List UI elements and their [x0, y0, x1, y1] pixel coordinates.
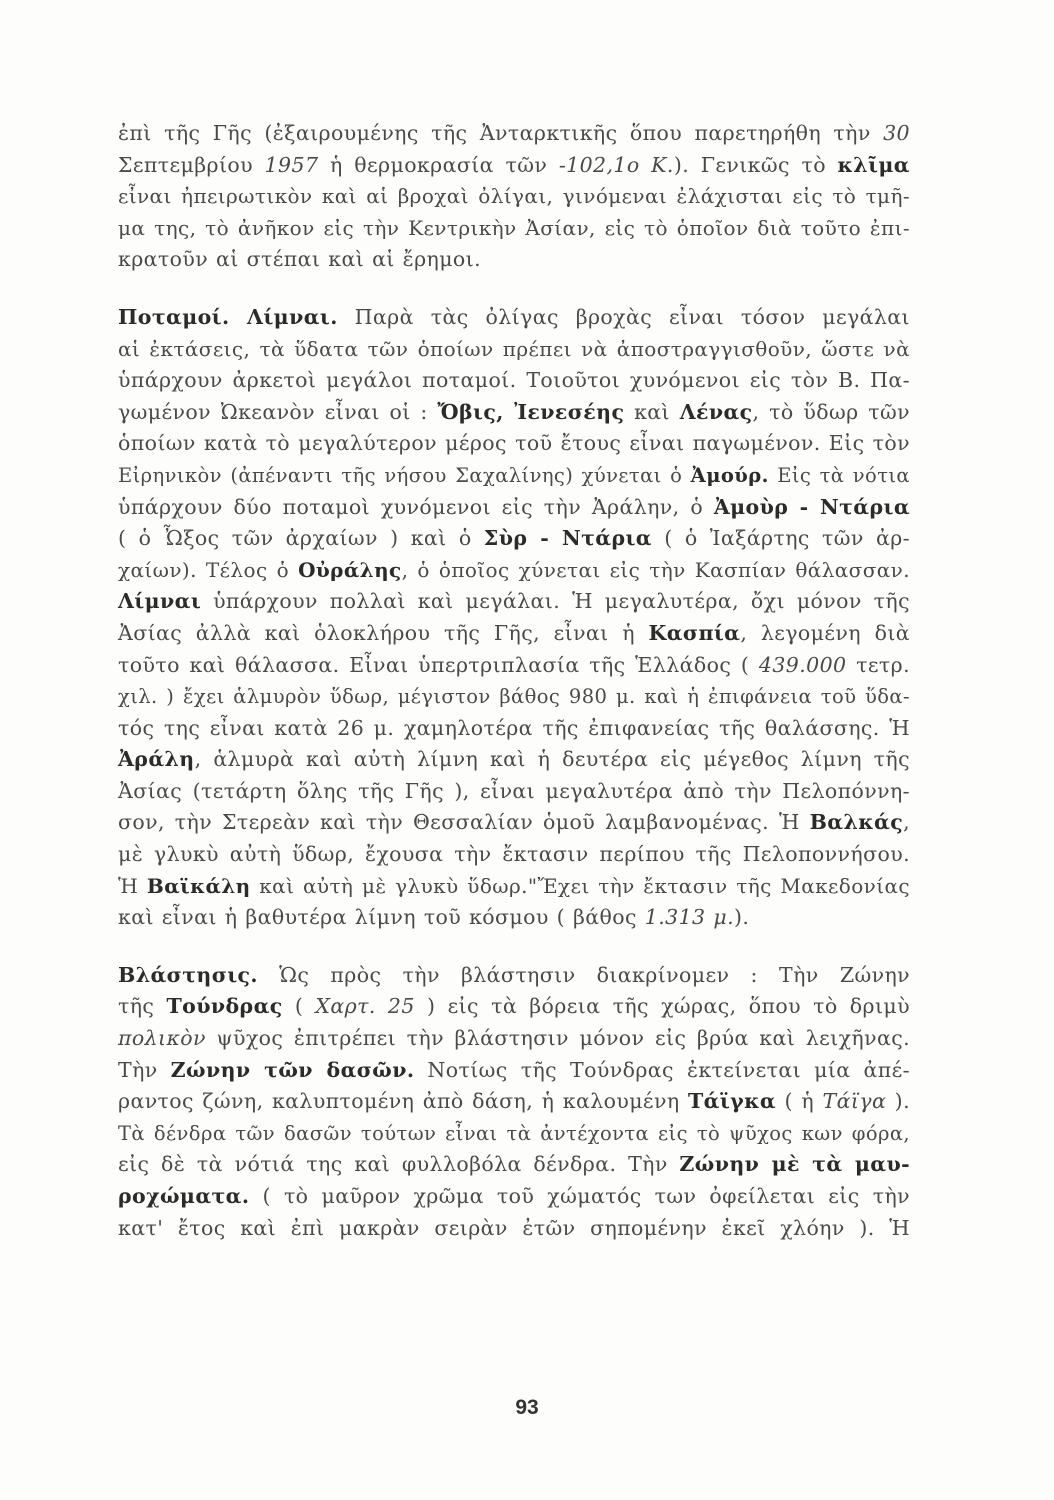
- text-run: καὶ: [624, 399, 680, 424]
- text-line: [118, 902, 910, 934]
- text-run: , ὁ ὁποῖος χύνεται εἰς τὴν Κασπίαν θάλασσαν.: [401, 557, 910, 582]
- text-run: αἱ ἐκτάσεις, τὰ ὕδατα τῶν ὁποίων πρέπει νὰ ἀποστραγγισθοῦν, ὥστε νὰ: [118, 336, 910, 361]
- bold-term: Ζώνην τῶν δασῶν.: [170, 1057, 415, 1082]
- bold-term: Τάϊγκα: [687, 1089, 777, 1114]
- text-run: καὶ εἶναι ἡ βαθυτέρα λίμνη τοῦ κόσμου ( βάθος: [118, 905, 645, 930]
- text-run: χαίων). Τέλος ὁ: [118, 557, 299, 582]
- text-line: [118, 244, 910, 276]
- page-number: 93: [515, 1396, 539, 1419]
- bold-term: Ἀράλη: [118, 747, 195, 772]
- bold-term: Οὐράλης: [298, 557, 402, 582]
- text-run: , τὸ ὕδωρ τῶν: [752, 399, 911, 424]
- italic-text: 1.313 μ.: [644, 905, 735, 930]
- text-run: εἰς δὲ τὰ νότιά της καὶ φυλλοβόλα δένδρα. Τὴν: [118, 1152, 680, 1177]
- text-run: ἡ θερμοκρασία τῶν: [318, 152, 559, 177]
- text-run: ( ἡ: [776, 1089, 823, 1114]
- text-line: [118, 302, 910, 334]
- text-run: ψῦχος ἐπιτρέπει τὴν βλάστησιν μόνον εἰς βρύα καὶ λειχῆνας.: [205, 1026, 910, 1051]
- text-run: χιλ. ) ἔχει ἁλμυρὸν ὕδωρ, μέγιστον βάθος 980 μ. καὶ ἡ ἐπιφάνεια τοῦ ὕδα-: [118, 685, 910, 709]
- text-run: ἐπὶ τῆς Γῆς (ἐξαιρουμένης τῆς Ἀνταρκτικῆς ὅπου παρετηρήθη τὴν: [118, 121, 884, 145]
- text-run: ).: [886, 1089, 910, 1114]
- text-run: εἶναι ἠπειρωτικὸν καὶ αἱ βροχαὶ ὀλίγαι, γινόμεναι ἐλάχισται εἰς τὸ τμῆ-: [118, 184, 910, 209]
- text-line: [118, 1023, 910, 1055]
- bold-term: ροχώματα.: [118, 1184, 250, 1208]
- italic-text: πολικὸν: [118, 1026, 206, 1051]
- text-line: [118, 618, 910, 650]
- text-line: [118, 1149, 910, 1181]
- bold-term: Λένας: [679, 399, 753, 424]
- text-run: τός της εἶναι κατὰ 26 μ. χαμηλοτέρα τῆς ἐπιφανείας τῆς θαλάσσης. Ἡ: [118, 715, 910, 740]
- text-run: γωμένον Ὠκεανὸν εἶναι οἱ :: [118, 399, 438, 424]
- body-text: [118, 118, 910, 1244]
- text-line: [118, 650, 910, 682]
- text-run: ) εἰς τὰ βόρεια τῆς χώρας, ὅπου τὸ δριμὺ: [414, 994, 910, 1019]
- text-run: Εἰς τὰ νότια: [768, 463, 910, 487]
- bold-term: Σὺρ - Ντάρια: [483, 526, 652, 551]
- text-run: Εἰρηνικὸν (ἀπέναντι τῆς νήσου Σαχαλίνης) χύνεται ὁ: [118, 463, 691, 487]
- text-run: κατ' ἔτος καὶ ἐπὶ μακρὰν σειρὰν ἐτῶν σηπομένην ἐκεῖ χλόην ). Ἡ: [118, 1215, 910, 1240]
- text-line: [118, 460, 910, 492]
- text-run: ὑπάρχουν δύο ποταμοὶ χυνόμενοι εἰς τὴν Ἀράλην, ὁ: [118, 494, 714, 519]
- text-line: [118, 776, 910, 808]
- text-run: , ἁλμυρὰ καὶ αὐτὴ λίμνη καὶ ἡ δευτέρα εἰς μέγεθος λίμνη τῆς: [194, 747, 910, 772]
- text-line: [118, 1086, 910, 1118]
- text-run: Νοτίως τῆς Τούνδρας ἐκτείνεται μία ἀπέ-: [414, 1057, 910, 1082]
- text-line: [118, 681, 910, 713]
- text-line: [118, 713, 910, 745]
- text-run: Τὰ δένδρα τῶν δασῶν τούτων εἶναι τὰ ἀντέχοντα εἰς τὸ ψῦχος κων φόρα,: [118, 1121, 910, 1145]
- text-line: [118, 334, 910, 366]
- text-run: ( ὁ Ἰαξάρτης τῶν ἀρ-: [651, 526, 910, 551]
- italic-text: 439.000: [758, 652, 847, 677]
- text-run: μὲ γλυκὺ αὐτὴ ὕδωρ, ἔχουσα τὴν ἔκτασιν περίπου τῆς Πελοποννήσου.: [118, 842, 910, 867]
- text-line: [118, 213, 910, 245]
- text-run: Ὡς πρὸς τὴν βλάστησιν διακρίνομεν : Τὴν Ζώνην: [257, 962, 910, 987]
- text-run: Παρὰ τὰς ὀλίγας βροχὰς εἶναι τόσον μεγάλαι: [337, 304, 910, 329]
- text-line: [118, 555, 910, 587]
- text-run: Ἀσίας (τετάρτη ὅλης τῆς Γῆς ), εἶναι μεγαλυτέρα ἀπὸ τὴν Πελοπόννη-: [118, 778, 910, 803]
- text-line: [118, 428, 910, 460]
- text-line: [118, 1055, 910, 1087]
- bold-term: Ἀμούρ.: [690, 463, 769, 487]
- paragraph-gap: [118, 934, 910, 960]
- paragraph-gap: [118, 276, 910, 302]
- text-line: [118, 807, 910, 839]
- italic-text: 30: [883, 121, 910, 145]
- text-run: τῆς: [118, 994, 167, 1019]
- bold-term: Ποταμοί. Λίμναι.: [118, 304, 338, 329]
- text-run: ). Γενικῶς τὸ: [673, 152, 838, 177]
- italic-text: 1957: [264, 152, 319, 177]
- text-run: τοῦτο καὶ θάλασσα. Εἶναι ὑπερτριπλασία τῆς Ἑλλάδος (: [118, 652, 759, 677]
- text-line: [118, 1181, 910, 1213]
- text-line: [118, 744, 910, 776]
- text-line: [118, 492, 910, 524]
- text-run: καὶ αὐτὴ μὲ γλυκὺ ὕδωρ."Ἔχει τὴν ἔκτασιν τῆς Μακεδονίας: [250, 873, 910, 898]
- italic-text: Τάϊγα: [822, 1089, 887, 1114]
- bold-term: Βαλκάς: [809, 810, 904, 835]
- bold-term: Κασπία: [648, 620, 741, 645]
- text-run: Ἡ: [118, 873, 147, 898]
- text-line: [118, 181, 910, 213]
- text-line: [118, 365, 910, 397]
- italic-text: Χαρτ. 25: [315, 994, 415, 1019]
- bold-term: κλῖμα: [837, 152, 910, 177]
- bold-term: Τούνδρας: [166, 994, 283, 1019]
- text-run: ,: [903, 810, 910, 835]
- text-run: ).: [734, 905, 750, 930]
- bold-term: Ὄβις, Ἰενεσέης: [437, 399, 625, 424]
- text-run: , λεγομένη διὰ: [740, 620, 910, 645]
- text-run: σον, τὴν Στερεὰν καὶ τὴν Θεσσαλίαν ὁμοῦ λαμβανομένας. Ἡ: [118, 810, 810, 835]
- text-line: [118, 150, 910, 182]
- text-run: τετρ.: [846, 652, 910, 677]
- text-line: [118, 586, 910, 618]
- bold-term: Λίμναι: [118, 589, 202, 614]
- text-line: [118, 991, 910, 1023]
- italic-text: -102,1ο Κ.: [558, 152, 674, 177]
- text-run: ὑπάρχουν πολλαὶ καὶ μεγάλαι. Ἡ μεγαλυτέρα, ὄχι μόνον τῆς: [201, 589, 910, 614]
- text-line: [118, 1118, 910, 1150]
- text-run: ( ὁ Ὦξος τῶν ἀρχαίων ) καὶ ὁ: [118, 526, 484, 551]
- text-line: [118, 871, 910, 903]
- bold-term: Ἀμοὺρ - Ντάρια: [713, 494, 910, 519]
- text-line: [118, 960, 910, 992]
- text-run: ὁποίων κατὰ τὸ μεγαλύτερον μέρος τοῦ ἔτους εἶναι παγωμένον. Εἰς τὸν: [118, 431, 910, 456]
- text-line: [118, 397, 910, 429]
- text-run: ὑπάρχουν ἀρκετοὶ μεγάλοι ποταμοί. Τοιοῦτοι χυνόμενοι εἰς τὸν Β. Πα-: [118, 368, 910, 393]
- text-run: ραντος ζώνη, καλυπτομένη ἀπὸ δάση, ἡ καλουμένη: [118, 1089, 688, 1114]
- text-line: [118, 1213, 910, 1245]
- text-run: Τὴν: [118, 1057, 171, 1082]
- text-line: [118, 839, 910, 871]
- text-line: [118, 118, 910, 150]
- bold-term: Βλάστησις.: [118, 962, 258, 987]
- bold-term: Βαϊκάλη: [146, 873, 251, 898]
- text-run: (: [282, 994, 316, 1019]
- text-run: Ἀσίας ἀλλὰ καὶ ὁλοκλήρου τῆς Γῆς, εἶναι ἡ: [118, 620, 649, 645]
- text-run: Σεπτεμβρίου: [118, 152, 265, 177]
- text-run: μα της, τὸ ἀνῆκον εἰς τὴν Κεντρικὴν Ἀσίαν, εἰς τὸ ὁποῖον διὰ τοῦτο ἐπι-: [118, 215, 910, 240]
- bold-term: Ζώνην μὲ τὰ μαυ-: [679, 1152, 910, 1177]
- text-line: [118, 523, 910, 555]
- text-run: ( τὸ μαῦρον χρῶμα τοῦ χώματός των ὀφείλεται εἰς τὴν: [249, 1184, 910, 1208]
- text-run: κρατοῦν αἱ στέπαι καὶ αἱ ἔρημοι.: [118, 247, 482, 272]
